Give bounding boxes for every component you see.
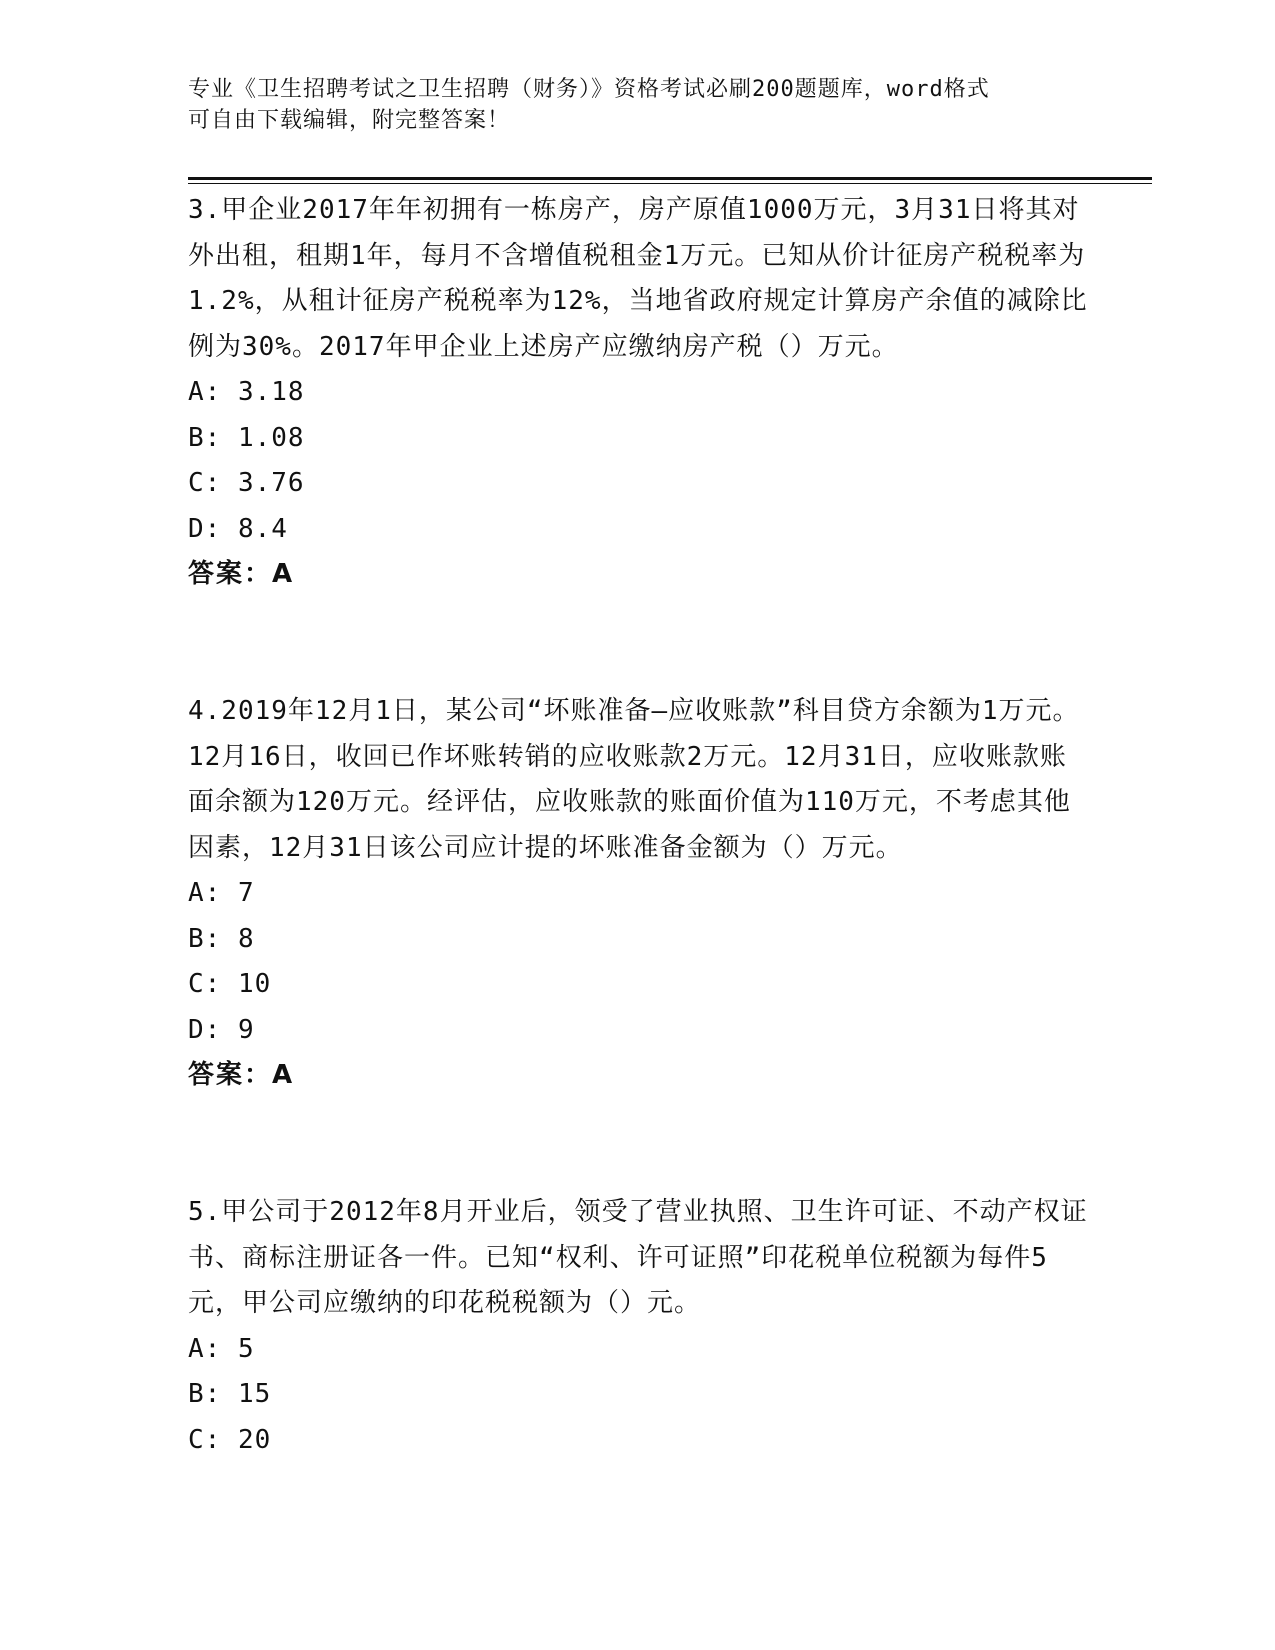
header-line-2: 可自由下载编辑，附完整答案！ <box>188 108 511 133</box>
question-5 <box>188 1190 1088 1463</box>
question-4 <box>188 689 1088 1099</box>
option-a: A: 7 <box>188 878 255 908</box>
option-c: C: 20 <box>188 1424 272 1455</box>
question-stem: 3.甲企业2017年年初拥有一栋房产，房产原值1000万元，3月31日将其对外出租，租期1年，每月不含增值税租金1万元。已知从价计征房产税税率为1.2%，从租计征房产税税率为12%，当地省政府规定计算房产余值的减除比例为30%。2017年甲企业上述房产应缴纳房产税（）万元。 <box>188 195 1088 362</box>
option-b: B: 1.08 <box>188 422 305 453</box>
answer-label: 答案：A <box>188 1060 295 1090</box>
answer-label: 答案：A <box>188 559 295 589</box>
option-c: C: 3.76 <box>188 468 305 498</box>
option-d: D: 9 <box>188 1014 255 1045</box>
header-rule-thin <box>188 183 1152 184</box>
option-a: A: 5 <box>188 1333 255 1364</box>
question-stem: 4.2019年12月1日，某公司“坏账准备—应收账款”科目贷方余额为1万元。12月16日，收回已作坏账转销的应收账款2万元。12月31日，应收账款账面余额为120万元。经评估，应收账款的账面价值为110万元，不考虑其他因素，12月31日该公司应计提的坏账准备金额为（）万元。 <box>188 696 1080 863</box>
option-b: B: 15 <box>188 1379 272 1409</box>
document-header <box>188 74 1068 136</box>
option-d: D: 8.4 <box>188 513 288 544</box>
option-c: C: 10 <box>188 969 272 999</box>
question-3 <box>188 188 1088 598</box>
header-line-1: 专业《卫生招聘考试之卫生招聘（财务）》资格考试必刷200题题库，word格式 <box>188 77 990 102</box>
option-a: A: 3.18 <box>188 377 305 407</box>
header-rule-thick <box>188 177 1152 180</box>
option-b: B: 8 <box>188 923 255 954</box>
question-stem: 5.甲公司于2012年8月开业后，领受了营业执照、卫生许可证、不动产权证书、商标注册证各一件。已知“权利、许可证照”印花税单位税额为每件5元，甲公司应缴纳的印花税税额为（）元。 <box>188 1197 1088 1318</box>
